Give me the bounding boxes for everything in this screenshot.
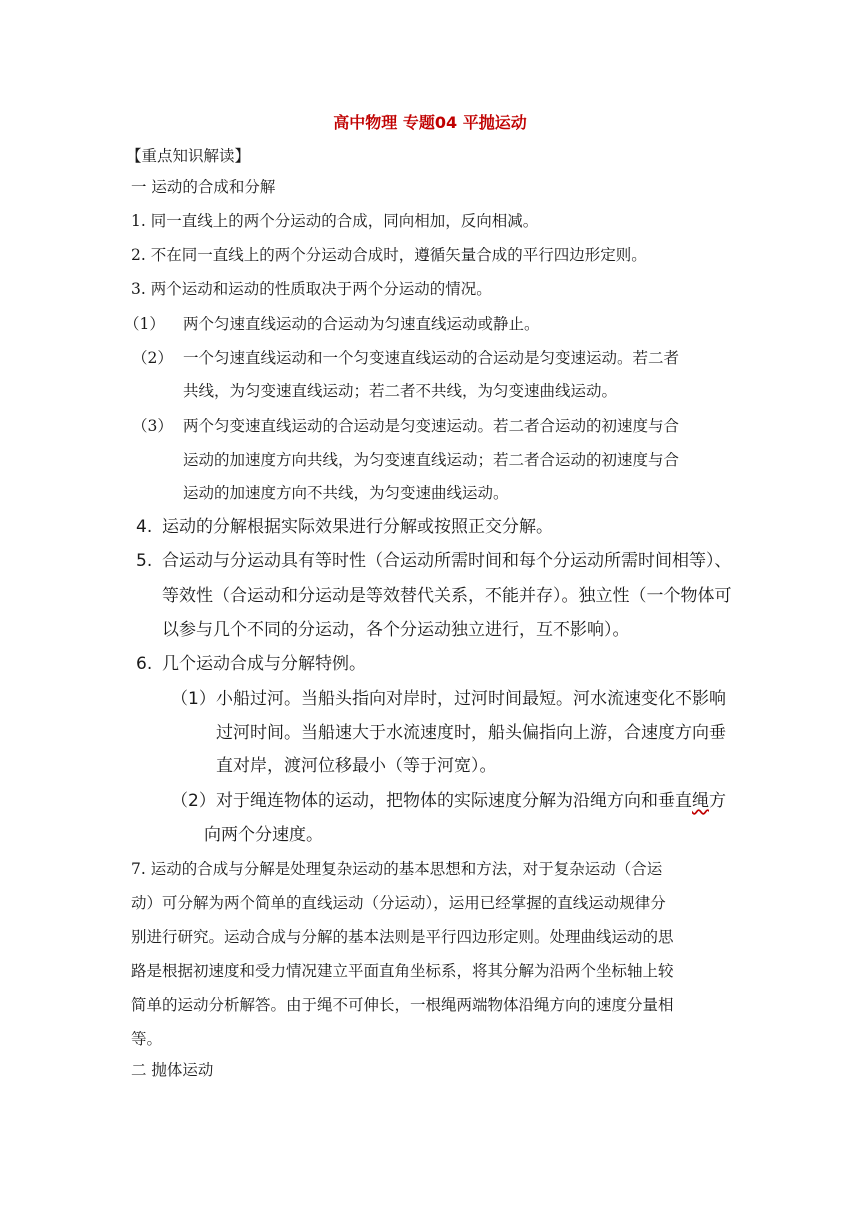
section-heading: 【重点知识解读】	[126, 147, 251, 165]
sub-3-number: （3）	[132, 417, 173, 435]
item-6-sub-1-line-3: 直对岸，渡河位移最小（等于河宽）。	[216, 756, 497, 776]
sub-2-line-1: 一个匀速直线运动和一个匀变速直线运动的合运动是匀变速运动。若二者	[183, 349, 680, 367]
part2-heading: 二 抛体运动	[131, 1061, 214, 1079]
sub-1-text: 两个匀速直线运动的合运动为匀速直线运动或静止。	[183, 315, 540, 333]
item-6-sub-2-line-2: 向两个分速度。	[204, 825, 323, 845]
sub-3-line-3: 运动的加速度方向不共线，为匀变速曲线运动。	[183, 484, 509, 502]
sub-1-number: （1）	[124, 315, 165, 333]
item-3: 3. 两个运动和运动的性质取决于两个分运动的情况。	[131, 280, 492, 298]
item-5-line-3: 以参与几个不同的分运动，各个分运动独立进行，互不影响）。	[162, 620, 630, 640]
item-7-line-1: 7. 运动的合成与分解是处理复杂运动的基本思想和方法，对于复杂运动（合运	[131, 860, 663, 878]
item-4-text: 运动的分解根据实际效果进行分解或按照正交分解。	[162, 517, 553, 537]
item-7-line-5: 简单的运动分析解答。由于绳不可伸长，一根绳两端物体沿绳方向的速度分量相	[131, 996, 674, 1014]
item-7-line-2: 动）可分解为两个简单的直线运动（分运动），运用已经掌握的直线运动规律分	[131, 894, 666, 912]
item-6-sub-1-line-1: 小船过河。当船头指向对岸时，过河时间最短。河水流速变化不影响	[216, 689, 726, 709]
item-6-sub-2-number: （2）	[171, 791, 216, 811]
item-5-number: 5.	[136, 551, 153, 571]
sub-2-line-2: 共线，为匀变速直线运动；若二者不共线，为匀变速曲线运动。	[183, 382, 618, 400]
item-4-number: 4.	[136, 517, 153, 537]
item-7-line-3: 别进行研究。运动合成与分解的基本法则是平行四边形定则。处理曲线运动的思	[131, 928, 674, 946]
item-2: 2. 不在同一直线上的两个分运动合成时，遵循矢量合成的平行四边形定则。	[131, 246, 647, 264]
item-6-sub-2-line-1	[216, 790, 726, 812]
sub-3-line-1: 两个匀变速直线运动的合运动是匀变速运动。若二者合运动的初速度与合	[183, 417, 680, 435]
sub-3-line-2: 运动的加速度方向共线，为匀变速直线运动；若二者合运动的初速度与合	[183, 451, 680, 469]
spellcheck-underlined-word: 绳	[692, 791, 709, 811]
item-7-line-4: 路是根据初速度和受力情况建立平面直角坐标系，将其分解为沿两个坐标轴上较	[131, 962, 674, 980]
part1-heading: 一 运动的合成和分解	[131, 178, 276, 196]
item-6-sub-2-line-1-a: 对于绳连物体的运动，把物体的实际速度分解为沿绳方向和垂直	[216, 791, 692, 811]
item-6-number: 6.	[136, 654, 153, 674]
item-5-line-1: 合运动与分运动具有等时性（合运动所需时间和每个分运动所需时间相等）、	[162, 551, 732, 571]
sub-2-number: （2）	[132, 349, 173, 367]
item-6-text: 几个运动合成与分解特例。	[162, 654, 366, 674]
item-1: 1. 同一直线上的两个分运动的合成，同向相加，反向相减。	[131, 212, 539, 230]
item-5-line-2: 等效性（合运动和分运动是等效替代关系，不能并存）。独立性（一个物体可	[162, 586, 732, 606]
document-title: 高中物理 专题04 平抛运动	[333, 113, 527, 132]
item-6-sub-1-line-2: 过河时间。当船速大于水流速度时，船头偏指向上游，合速度方向垂	[216, 723, 726, 743]
item-7-line-6: 等。	[131, 1030, 163, 1048]
item-6-sub-1-number: （1）	[171, 689, 216, 709]
item-6-sub-2-line-1-c: 方	[709, 791, 726, 811]
